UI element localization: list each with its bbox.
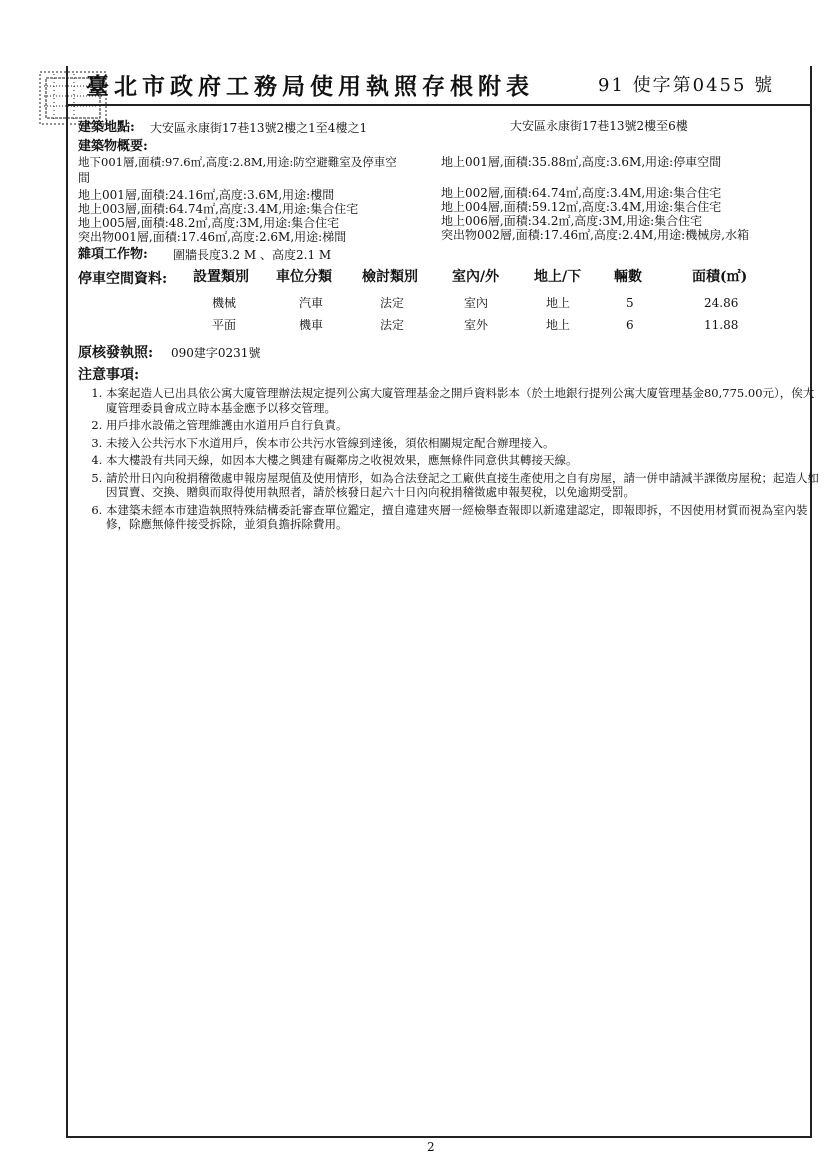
page-title: 臺北市政府工務局使用執照存根附表 [86,73,534,100]
note-item-2: 2. 用戶排水設備之管理維護由水道用戶自行負責。 [106,418,822,433]
title-rule [66,104,810,106]
parking-header-indoor: 室內/外 [452,269,500,285]
misc-label: 雜項工作物: [78,247,148,262]
floor-b1-line1: 地下001層,面積:97.6㎡,高度:2.8M,用途:防空避難室及停車空 [78,155,397,169]
floor-left-4: 突出物001層,面積:17.46㎡,高度:2.6M,用途:梯間 [78,230,347,244]
floor-left-1: 地上001層,面積:24.16㎡,高度:3.6M,用途:樓間 [78,188,335,202]
parking-row1-count: 5 [626,296,634,310]
parking-row2-review: 法定 [380,318,405,332]
floor-left-3: 地上005層,面積:48.2㎡,高度:3M,用途:集合住宅 [78,216,340,230]
overview-label: 建築物概要: [78,139,148,154]
parking-header-area: 面積(㎡) [692,269,748,285]
site-address-right: 大安區永康街17巷13號2樓至6樓 [510,119,688,133]
parking-row2-area: 11.88 [704,318,739,332]
parking-header-vehicle: 車位分類 [276,269,332,285]
parking-header-type: 設置類別 [193,269,249,285]
parking-row2-type: 平面 [212,318,237,332]
parking-row1-level: 地上 [546,296,571,310]
parking-header-review: 檢討類別 [362,269,418,285]
floor-right-2: 地上004層,面積:59.12㎡,高度:3.4M,用途:集合住宅 [441,200,722,214]
parking-header-level: 地上/下 [534,269,582,285]
parking-row1-vehicle: 汽車 [299,296,324,310]
parking-label: 停車空間資料: [78,271,168,287]
site-label: 建築地點: [78,120,135,135]
notes-list [88,386,822,535]
parking-row2-count: 6 [626,318,634,332]
note-item-4: 4. 本大樓設有共同天線，如因本大樓之興建有礙鄰房之收視效果，應無條件同意供其轉接天線。 [106,453,822,468]
note-item-1: 1. 本案起造人已出具依公寓大廈管理辦法規定提列公寓大廈管理基金之開戶資料影本（於土地銀行提列公寓大廈管理基金80,775.00元），俟大廈管理委員會成立時本基金應予以移交管理。 [106,386,822,415]
original-permit-value: 090建字0231號 [171,346,261,360]
page-number: 2 [427,1140,435,1154]
notes-label: 注意事項: [78,367,140,383]
floor-right-4: 突出物002層,面積:17.46㎡,高度:2.4M,用途:機械房,水箱 [441,228,750,242]
parking-header-count: 輛數 [614,269,642,285]
parking-row2-vehicle: 機車 [299,318,324,332]
note-item-6: 6. 本建築未經本市建造執照特殊結構委託審查單位鑑定，擅自違建夾層一經檢舉查報即以新違建認定，即報即拆，不因使用材質而視為室內裝修，除應無條件接受拆除，並須負擔拆除費用。 [106,503,822,532]
misc-value: 圍牆長度3.2 M 、高度2.1 M [173,248,332,262]
floor-right-3: 地上006層,面積:34.2㎡,高度:3M,用途:集合住宅 [441,214,703,228]
parking-row1-type: 機械 [212,296,237,310]
site-address-left: 大安區永康街17巷13號2樓之1至4樓之1 [150,121,368,135]
floor-left-2: 地上003層,面積:64.74㎡,高度:3.4M,用途:集合住宅 [78,202,359,216]
floor-b1-line2: 間 [78,171,91,185]
parking-row1-indoor: 室內 [464,296,489,310]
floor-1f-parking: 地上001層,面積:35.88㎡,高度:3.6M,用途:停車空間 [441,155,722,169]
parking-row1-area: 24.86 [704,296,739,310]
parking-row2-level: 地上 [546,318,571,332]
original-permit-label: 原核發執照: [78,345,154,361]
note-item-3: 3. 未接入公共污水下水道用戶，俟本市公共污水管線到達後，須依相關規定配合辦理接入。 [106,436,822,451]
parking-row1-review: 法定 [380,296,405,310]
permit-number: 91 使字第0455 號 [598,75,775,96]
parking-row2-indoor: 室外 [464,318,489,332]
note-item-5: 5. 請於卅日內向稅捐稽徵處申報房屋現值及使用情形，如為合法登記之工廠供直接生產使用之自有房屋，請一併申請減半課徵房屋稅；起造人如因買賣、交換、贈與而取得使用執照者，請於核發日起六十日內向稅捐稽徵處申報契稅，以免逾期受罰。 [106,471,822,500]
floor-right-1: 地上002層,面積:64.74㎡,高度:3.4M,用途:集合住宅 [441,186,722,200]
